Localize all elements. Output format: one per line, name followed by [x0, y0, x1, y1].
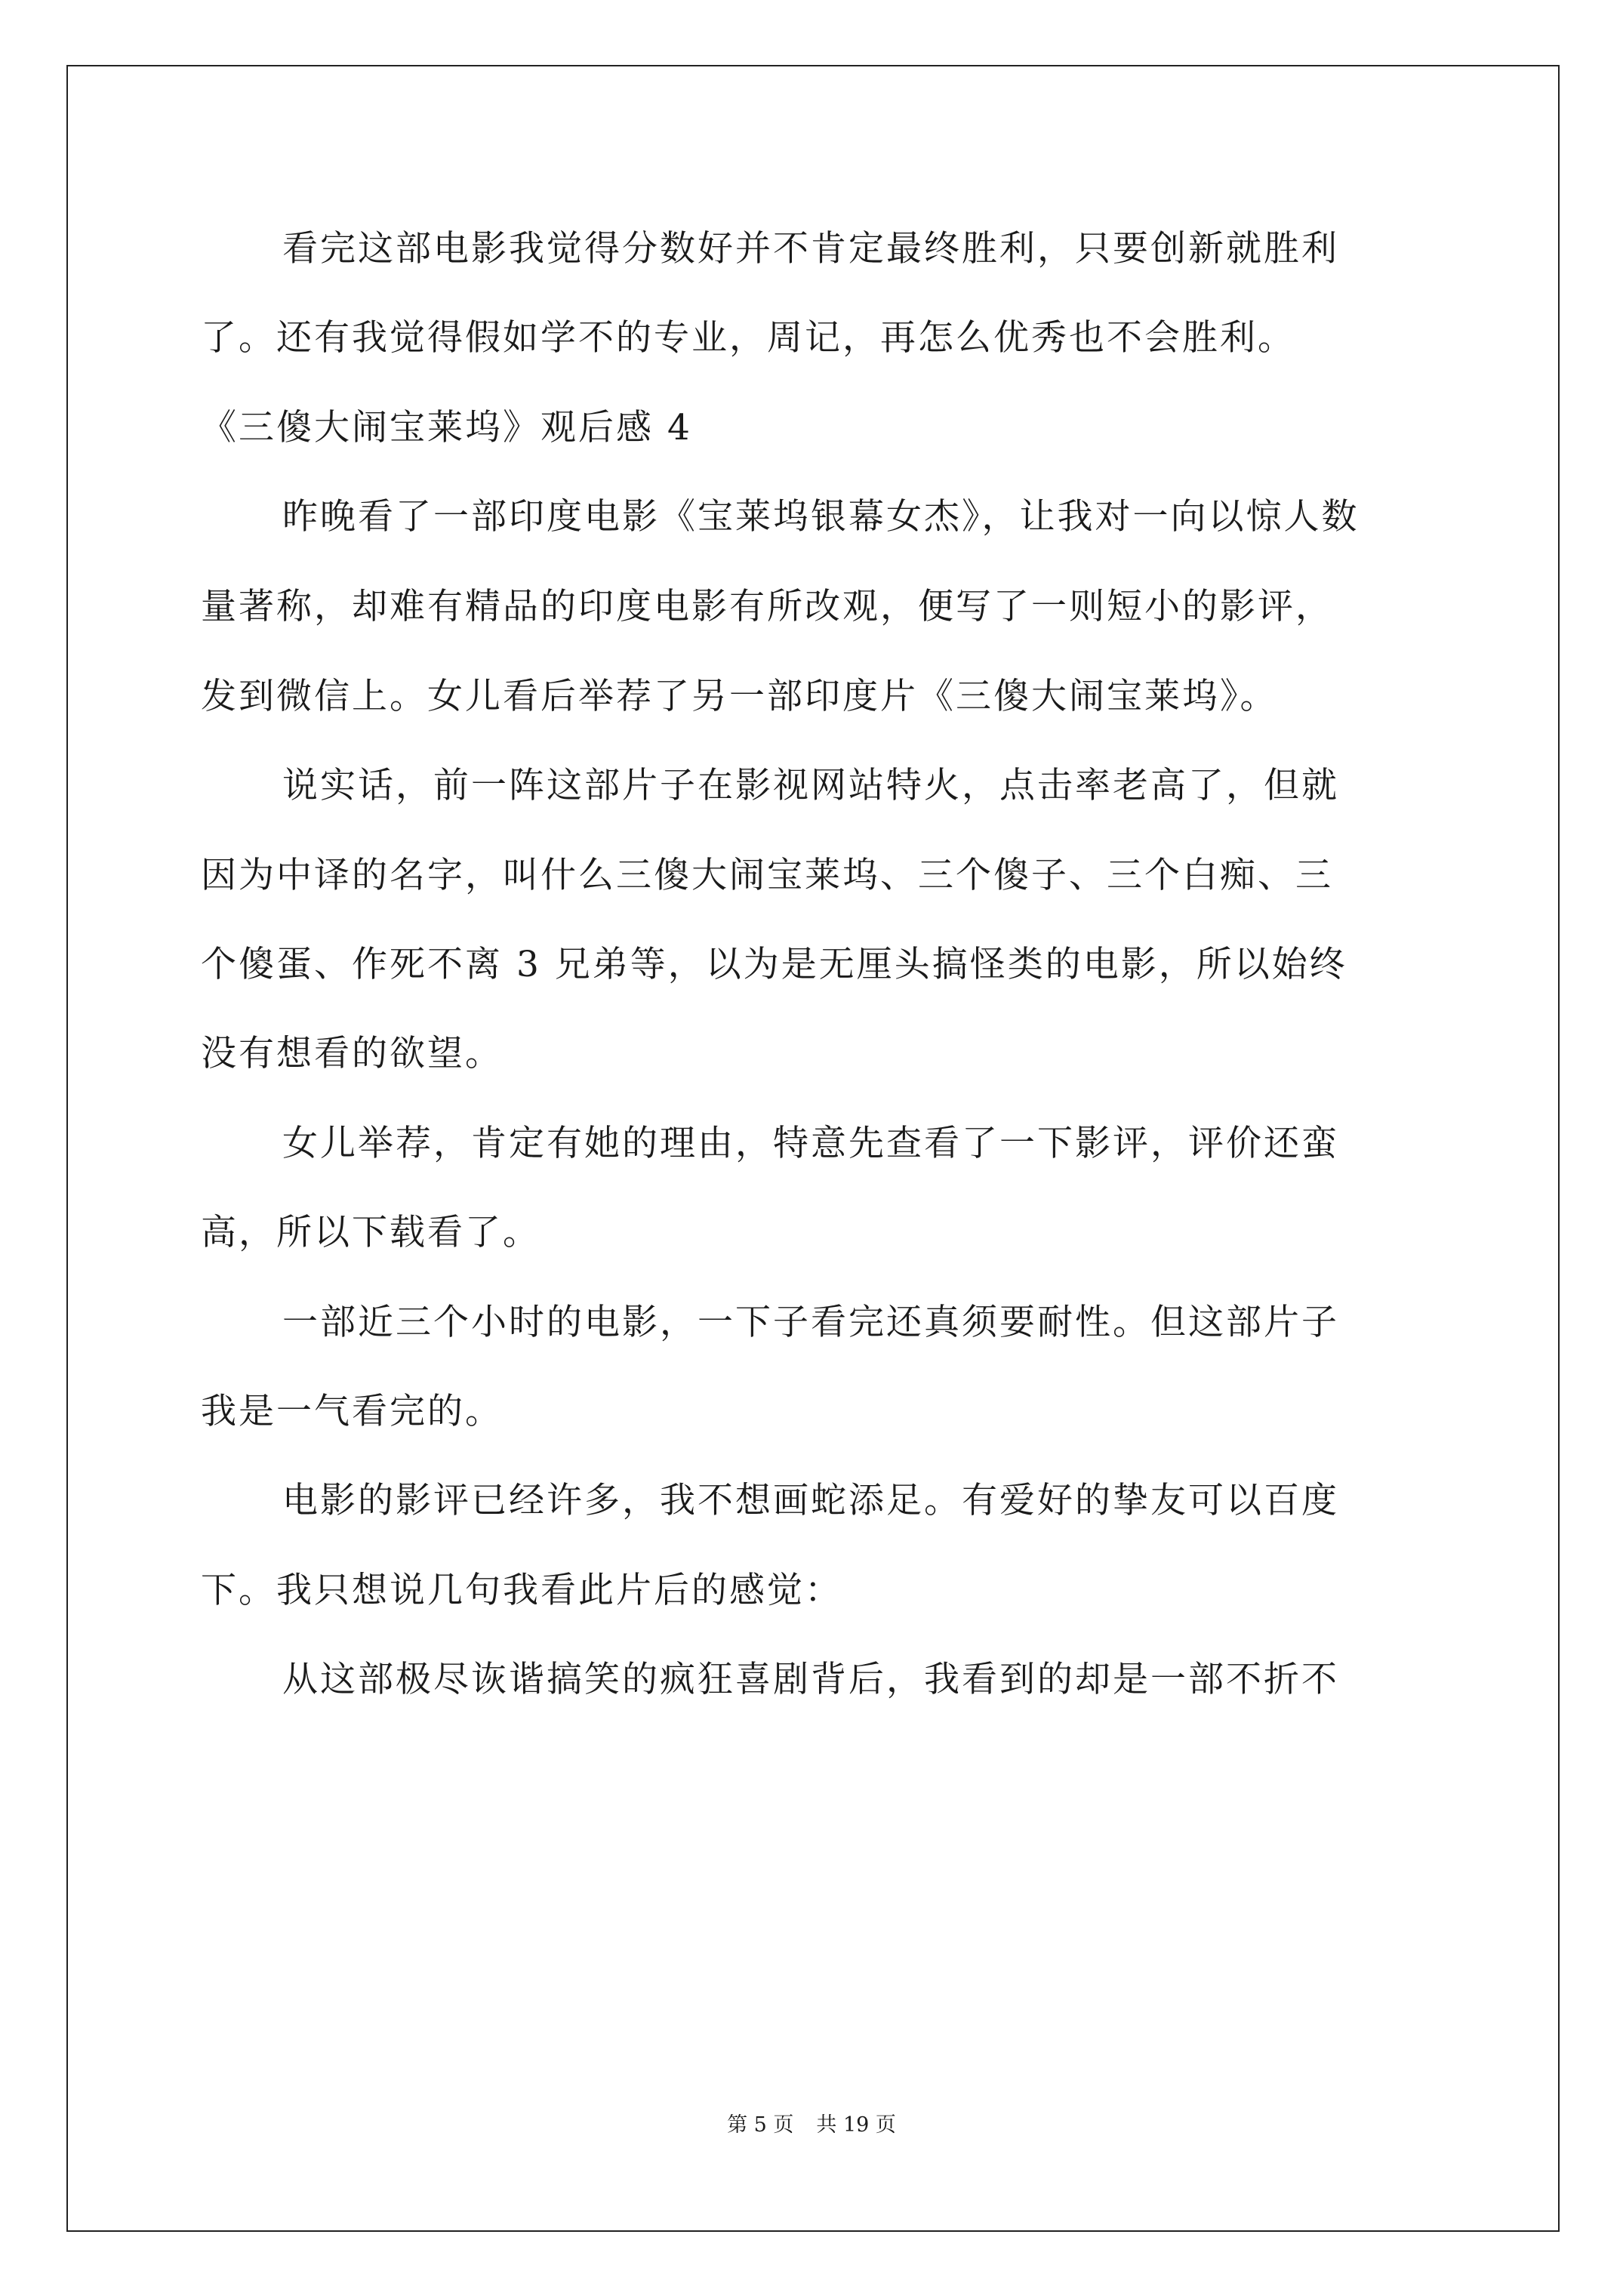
paragraph-line: 了。还有我觉得假如学不的专业，周记，再怎么优秀也不会胜利。	[201, 317, 1295, 359]
page-footer	[0, 2110, 1623, 2140]
paragraph-line: 没有想看的欲望。	[201, 1033, 503, 1074]
paragraph-line: 看完这部电影我觉得分数好并不肯定最终胜利，只要创新就胜利	[282, 228, 1339, 270]
paragraph-line: 女儿举荐，肯定有她的理由，特意先查看了一下影评，评价还蛮	[282, 1123, 1339, 1164]
paragraph-line: 量著称，却难有精品的印度电影有所改观，便写了一则短小的影评，	[201, 586, 1333, 627]
paragraph-line: 电影的影评已经许多，我不想画蛇添足。有爱好的挚友可以百度	[282, 1480, 1339, 1521]
paragraph-line: 因为中译的名字，叫什么三傻大闹宝莱坞、三个傻子、三个白痴、三	[201, 855, 1333, 896]
paragraph-line: 从这部极尽诙谐搞笑的疯狂喜剧背后，我看到的却是一部不折不	[282, 1659, 1339, 1700]
paragraph-line: 说实话，前一阵这部片子在影视网站特火，点击率老高了，但就	[282, 765, 1339, 806]
paragraph-line: 个傻蛋、作死不离 3 兄弟等，以为是无厘头搞怪类的电影，所以始终	[201, 944, 1347, 985]
page-total: 共 19 页	[816, 2113, 896, 2137]
section-heading: 《三傻大闹宝莱坞》观后感 4	[201, 407, 692, 448]
paragraph-line: 下。我只想说几句我看此片后的感觉：	[201, 1570, 842, 1611]
paragraph-line: 一部近三个小时的电影，一下子看完还真须要耐性。但这部片子	[282, 1302, 1339, 1343]
paragraph-line: 发到微信上。女儿看后举荐了另一部印度片《三傻大闹宝莱坞》。	[201, 676, 1278, 717]
paragraph-line: 高，所以下载看了。	[201, 1212, 540, 1253]
paragraph-line: 昨晚看了一部印度电影《宝莱坞银幕女杰》，让我对一向以惊人数	[282, 496, 1360, 538]
paragraph-line: 我是一气看完的。	[201, 1391, 503, 1432]
page-number: 第 5 页	[727, 2113, 794, 2137]
